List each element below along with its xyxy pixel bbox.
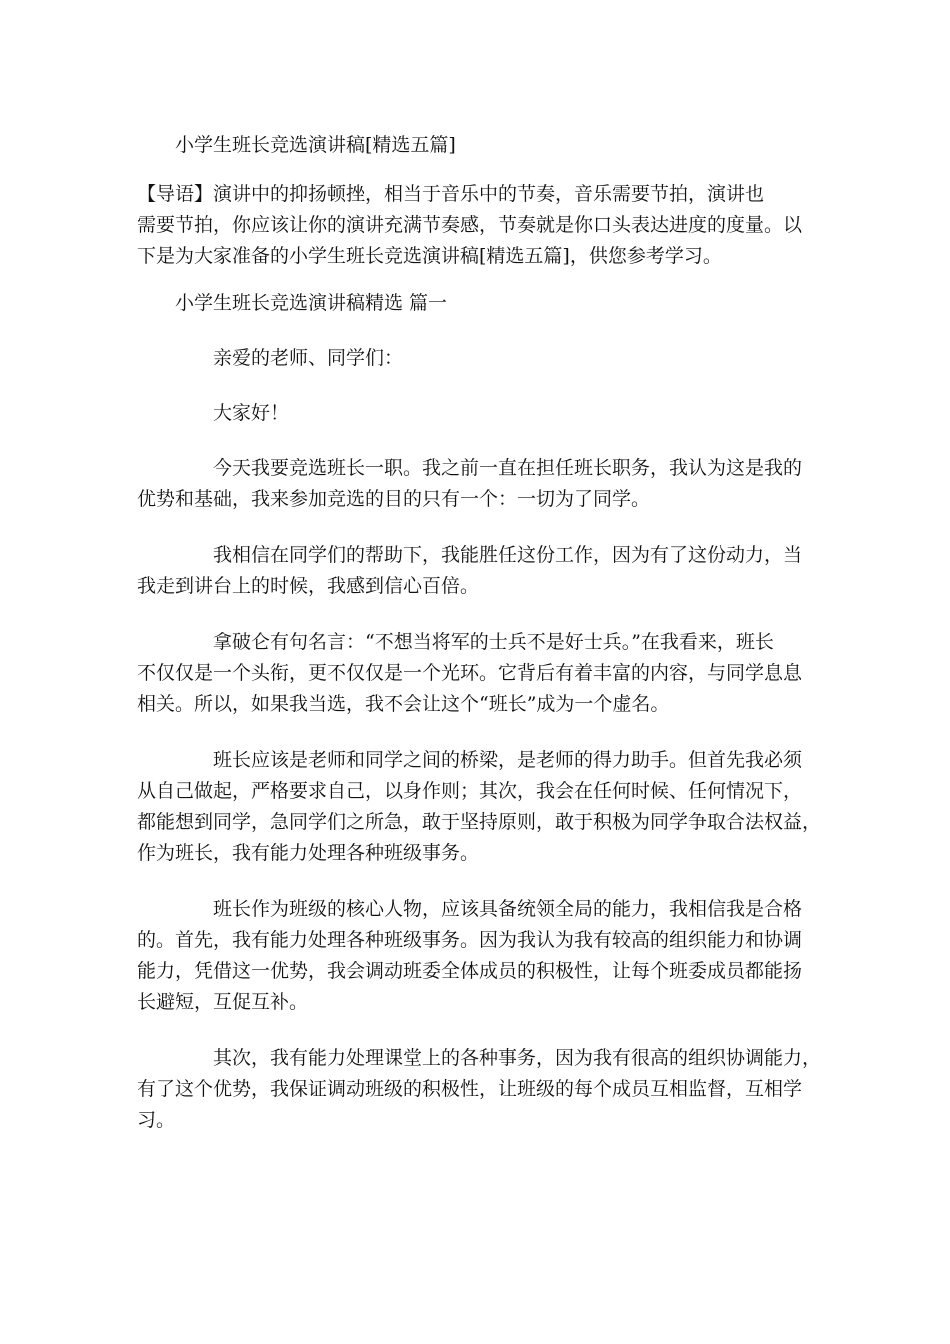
salutation: 亲爱的老师、同学们： [213,347,404,369]
body-paragraph-1 [137,453,813,515]
body-paragraph-6 [137,1043,822,1136]
section-heading: 小学生班长竞选演讲稿精选 篇一 [175,292,448,314]
paragraph-line: 有了这个优势，我保证调动班级的积极性，让班级的每个成员互相监督，互相学 [137,1078,803,1100]
paragraph-line: 其次，我有能力处理课堂上的各种事务，因为我有很高的组织协调能力， [213,1047,822,1069]
intro-line: 【导语】演讲中的抑扬顿挫，相当于音乐中的节奏，音乐需要节拍，演讲也 [137,183,765,205]
greeting: 大家好！ [213,402,290,424]
body-paragraph-5 [137,894,813,1018]
paragraph-line: 的。首先，我有能力处理各种班级事务。因为我认为我有较高的组织能力和协调 [137,929,803,951]
paragraph-line: 我相信在同学们的帮助下，我能胜任这份工作，因为有了这份动力，当 [213,544,803,566]
paragraph-line: 我走到讲台上的时候，我感到信心百倍。 [137,575,480,597]
document-body [137,130,822,1161]
paragraph-line: 班长应该是老师和同学之间的桥梁，是老师的得力助手。但首先我必须 [213,749,803,771]
paragraph-line: 从自己做起，严格要求自己，以身作则；其次，我会在任何时候、任何情况下， [137,780,803,802]
paragraph-line: 优势和基础，我来参加竞选的目的只有一个：一切为了同学。 [137,488,651,510]
paragraph-line: 拿破仑有句名言：“不想当将军的士兵不是好士兵。”在我看来，班长 [213,631,774,653]
document-title: 小学生班长竞选演讲稿[精选五篇] [175,134,456,156]
intro-line: 下是为大家准备的小学生班长竞选演讲稿[精选五篇]，供您参考学习。 [137,245,722,267]
paragraph-line: 今天我要竞选班长一职。我之前一直在担任班长职务，我认为这是我的 [213,457,803,479]
paragraph-line: 相关。所以，如果我当选，我不会让这个“班长”成为一个虚名。 [137,693,670,715]
body-paragraph-3 [137,627,813,720]
paragraph-line: 作为班长，我有能力处理各种班级事务。 [137,842,480,864]
paragraph-line: 不仅仅是一个头衔，更不仅仅是一个光环。它背后有着丰富的内容，与同学息息 [137,662,803,684]
paragraph-line: 长避短，互促互补。 [137,991,309,1013]
intro-line: 需要节拍，你应该让你的演讲充满节奏感，节奏就是你口头表达进度的度量。以 [137,214,803,236]
paragraph-line: 都能想到同学，急同学们之所急，敢于坚持原则，敢于积极为同学争取合法权益， [137,811,822,833]
body-paragraph-2 [137,540,813,602]
paragraph-line: 能力，凭借这一优势，我会调动班委全体成员的积极性，让每个班委成员都能扬 [137,960,803,982]
paragraph-line: 班长作为班级的核心人物，应该具备统领全局的能力，我相信我是合格 [213,898,803,920]
body-paragraph-4 [137,745,822,869]
intro-paragraph [137,179,813,272]
paragraph-line: 习。 [137,1109,176,1131]
